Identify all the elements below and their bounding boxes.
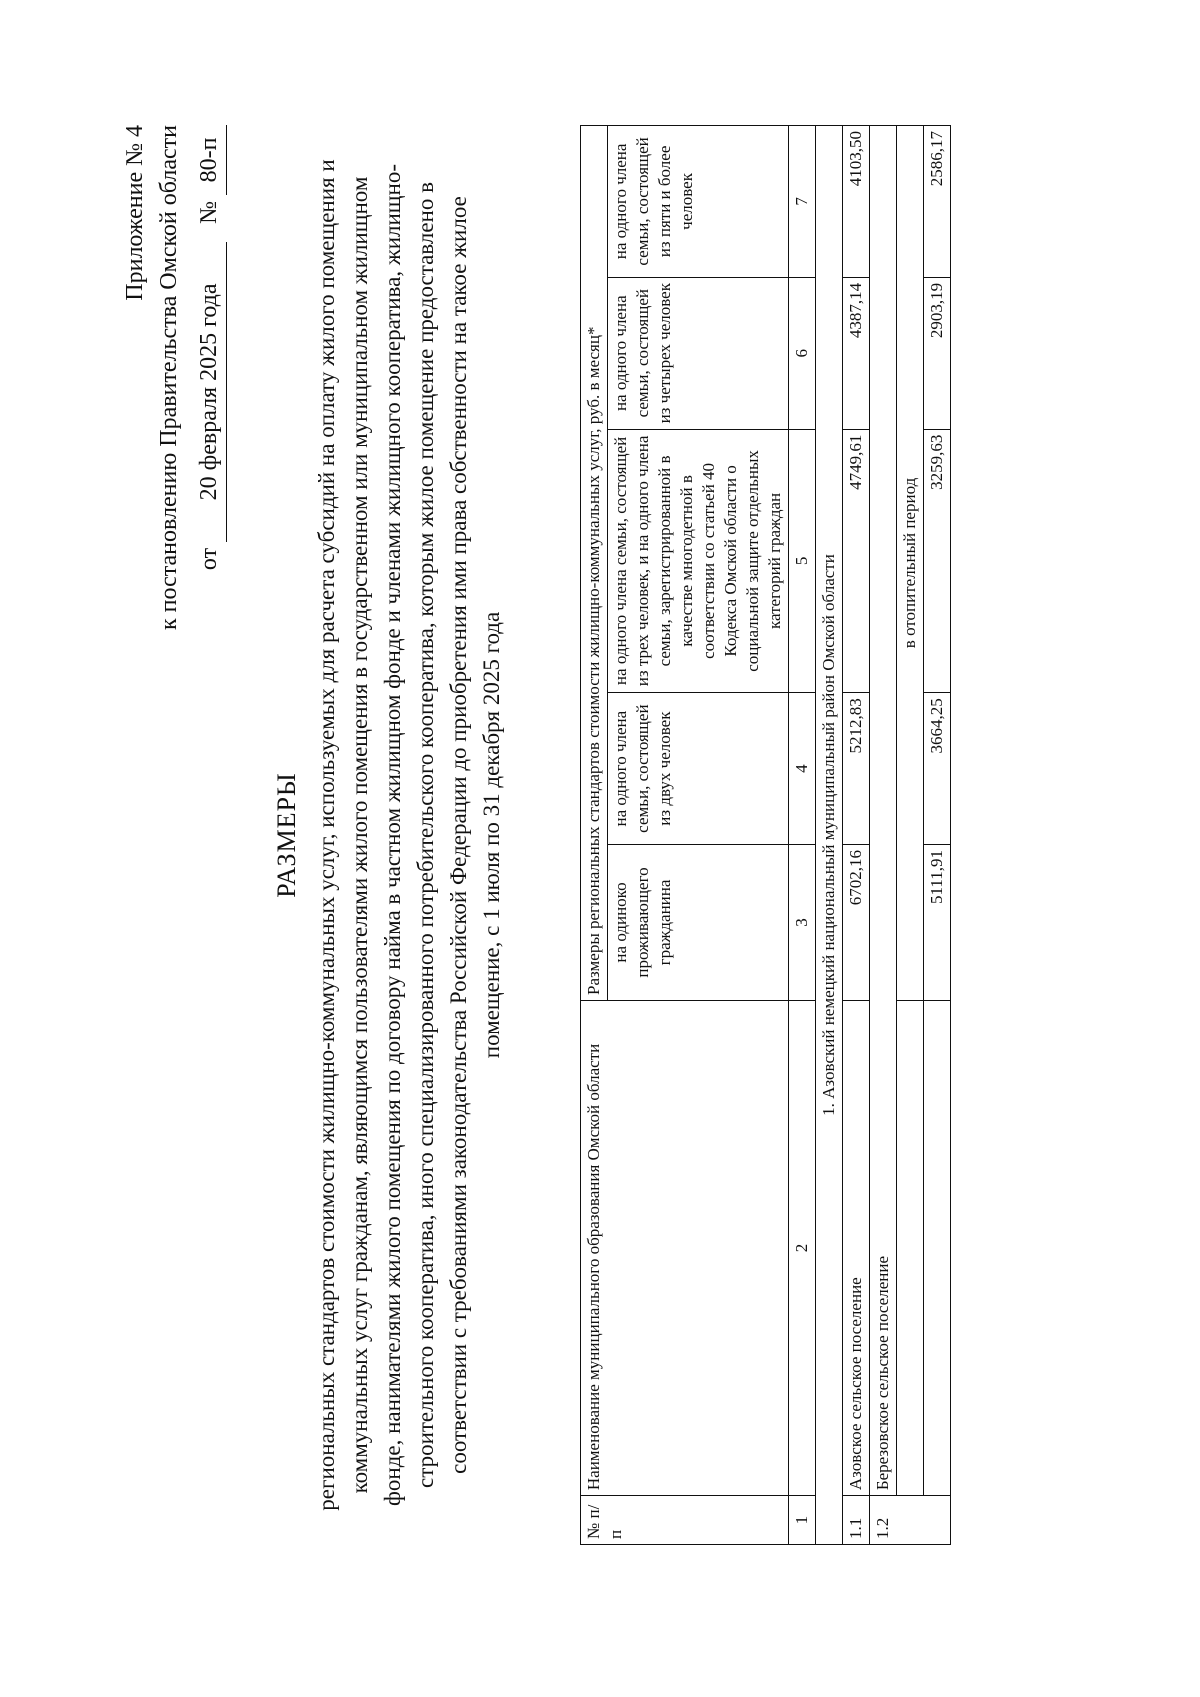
document-subtitle: региональных стандартов стоимости жилищно-коммунальных услуг, используемых для расчета субсидий на оплату жилого помещения и коммунальных услуг гражданам, являющимся пользователями жилого помещения в государственном или муниципальном жилищном фонде, нанимателями жилого помещения по договору найма в частном жилищном фонде и членами жилищного кооператива, жилищно-строительного кооператива, иного специализированного потребительского кооператива, которым жилое помещение предоставлено в соответствии с требованиями законодательства Российской Федерации до приобретения ими права собственности на такое жилое помещение, с 1 июля по 31 декабря 2025 года (314, 159, 504, 1511)
table-row (843, 126, 870, 1545)
col-number: 3 (789, 845, 816, 1001)
header-name: Наименование муниципального образования Омской области (581, 1000, 789, 1495)
header-col4: на одного члена семьи, состоящей из двух человек (608, 693, 789, 845)
decree-number: 80-п (192, 125, 227, 195)
table-header-row (581, 126, 608, 1545)
appendix-date-line (192, 125, 227, 630)
row-value: 3259,63 (924, 429, 951, 693)
appendix-decree: к постановлению Правительства Омской области (156, 125, 182, 631)
col-number: 4 (789, 693, 816, 845)
row-num: 1.2 (870, 1496, 951, 1545)
row-value: 4103,50 (843, 126, 870, 278)
row-name: Азовское сельское поселение (843, 1000, 870, 1495)
document-title: РАЗМЕРЫ (272, 772, 301, 898)
standards-table (580, 125, 951, 1545)
row-value: 4749,61 (843, 429, 870, 693)
header-num: № п/п (581, 1496, 789, 1545)
row-value: 4387,14 (843, 277, 870, 429)
period-row (897, 126, 924, 1545)
row-num: 1.1 (843, 1496, 870, 1545)
col-number: 7 (789, 126, 816, 278)
appendix-number: Приложение № 4 (122, 125, 148, 301)
number-label: № (196, 201, 222, 224)
header-col5: на одного члена семьи, состоящей из трех человек, и на одного члена семьи, зарегистрированной в качестве многодетной в соответствии со статьей 40 Кодекса Омской области о социальной защите отдельных категорий граждан (608, 429, 789, 693)
empty-cell (897, 1000, 924, 1495)
row-value: 3664,25 (924, 693, 951, 845)
appendix-header (118, 125, 227, 630)
col-number: 5 (789, 429, 816, 693)
header-col6: на одного члена семьи, состоящей из четырех человек (608, 277, 789, 429)
table-row (870, 126, 897, 1545)
from-label: от (196, 547, 222, 571)
header-col7: на одного члена семьи, состоящей из пяти и более человек (608, 126, 789, 278)
col-number: 6 (789, 277, 816, 429)
row-value: 5111,91 (924, 845, 951, 1001)
col-number: 2 (789, 1000, 816, 1495)
row-value: 6702,16 (843, 845, 870, 1001)
row-value: 2903,19 (924, 277, 951, 429)
row-value: 2586,17 (924, 126, 951, 278)
col-number: 1 (789, 1496, 816, 1545)
empty-cell (924, 1000, 951, 1495)
decree-date: 20 февраля 2025 года (192, 242, 227, 542)
rotated-document (110, 70, 1110, 1600)
section-row (816, 126, 843, 1545)
table-row (924, 126, 951, 1545)
section-title: 1. Азовский немецкий национальный муниципальный район Омской области (816, 126, 843, 1545)
period-label: в отопительный период (897, 126, 924, 1001)
column-numbers-row (789, 126, 816, 1545)
row-name: Березовское сельское поселение (870, 126, 897, 1496)
header-group: Размеры региональных стандартов стоимости жилищно-коммунальных услуг, руб. в месяц* (581, 126, 608, 1001)
header-col3: на одиноко проживающего гражданина (608, 845, 789, 1001)
row-value: 5212,83 (843, 693, 870, 845)
